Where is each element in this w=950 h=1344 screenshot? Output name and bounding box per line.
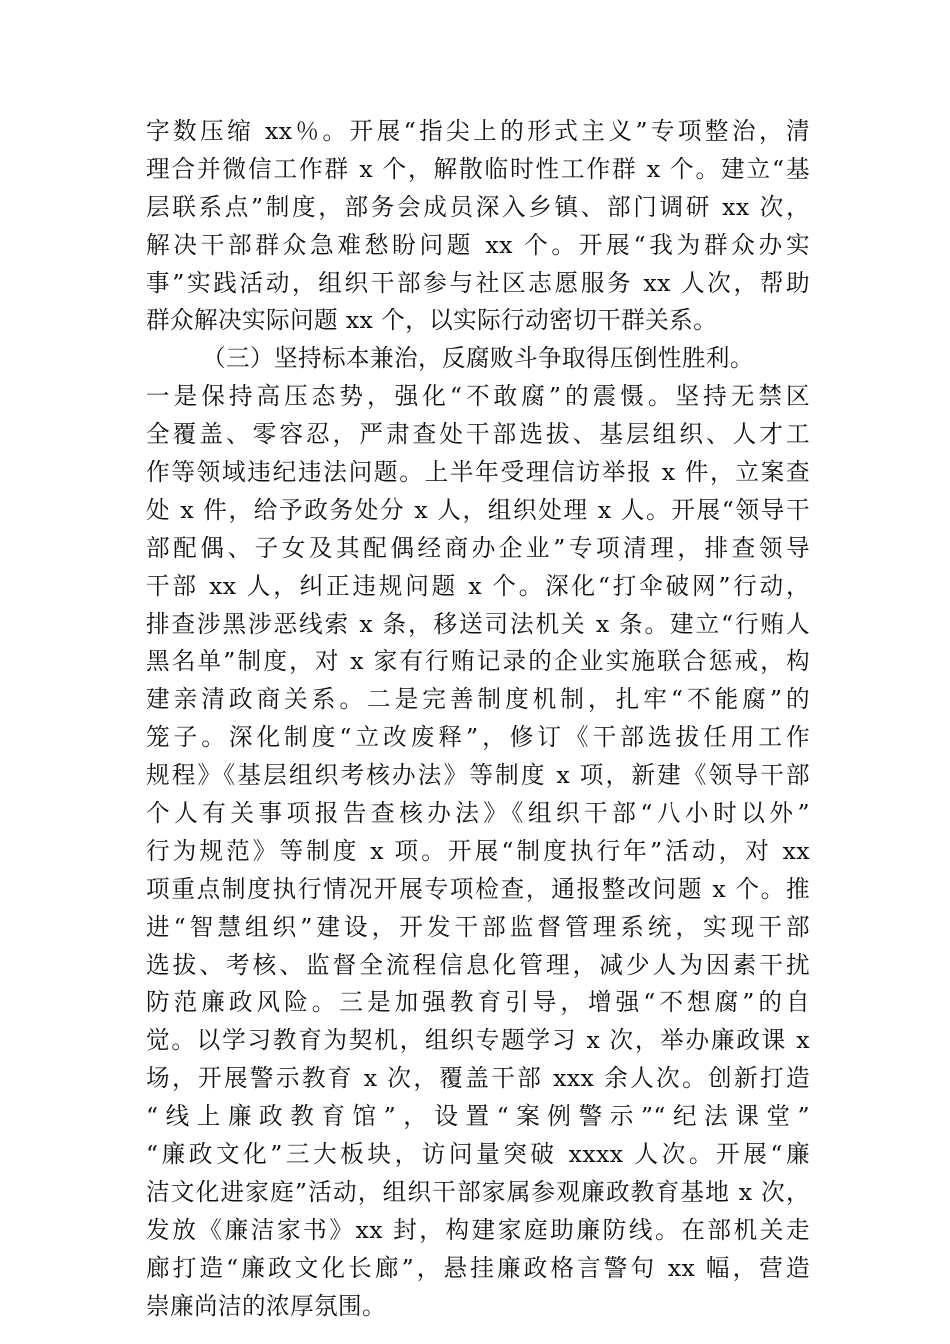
text-line: “廉政文化”三大板块，访问量突破 xxxx 人次。开展“廉 [146,1140,810,1169]
text-line: 场，开展警示教育 x 次，覆盖干部 xxx 余人次。创新打造 [146,1064,810,1093]
text-line: 廊打造“廉政文化长廊”，悬挂廉政格言警句 xx 幅，营造 [146,1253,810,1282]
text-line: 觉。以学习教育为契机，组织专题学习 x 次，举办廉政课 x [146,1026,810,1055]
text-line: 个人有关事项报告查核办法》《组织干部“八小时以外” [146,799,810,828]
text-line: 崇廉尚洁的浓厚氛围。 [146,1291,386,1320]
section-heading: （三）坚持标本兼治，反腐败斗争取得压倒性胜利。 [202,344,754,373]
text-line: 规程》《基层组织考核办法》等制度 x 项，新建《领导干部 [146,761,810,790]
text-line: 行为规范》等制度 x 项。开展“制度执行年”活动，对 xx [146,836,810,865]
text-line: 洁文化进家庭”活动，组织干部家属参观廉政教育基地 x 次， [146,1177,810,1206]
text-line: 解决干部群众急难愁盼问题 xx 个。开展“我为群众办实 [146,230,810,259]
text-line: 干部 xx 人，纠正违规问题 x 个。深化“打伞破网”行动， [146,571,810,600]
text-line: “线上廉政教育馆”，设置“案例警示”“纪法课堂” [146,1102,810,1131]
text-line: 层联系点”制度，部务会成员深入乡镇、部门调研 xx 次， [146,192,810,221]
text-line: 发放《廉洁家书》xx 封，构建家庭助廉防线。在部机关走 [146,1215,810,1244]
text-line: 作等领域违纪违法问题。上半年受理信访举报 x 件，立案查 [146,458,810,487]
text-line: 建亲清政商关系。二是完善制度机制，扎牢“不能腐”的 [146,685,810,714]
text-line: 字数压缩 xx％。开展“指尖上的形式主义”专项整治，清 [146,117,810,145]
text-line: 一是保持高压态势，强化“不敢腐”的震慑。坚持无禁区 [146,382,810,411]
text-line: 笼子。深化制度“立改废释”，修订《干部选拔任用工作 [146,723,810,752]
text-line: 群众解决实际问题 xx 个，以实际行动密切干群关系。 [146,306,718,335]
text-line: 排查涉黑涉恶线索 x 条，移送司法机关 x 条。建立“行贿人 [146,609,810,638]
text-line: 部配偶、子女及其配偶经商办企业”专项清理，排查领导 [146,533,810,562]
text-line: 事”实践活动，组织干部参与社区志愿服务 xx 人次，帮助 [146,268,810,297]
body-text [146,113,810,1326]
text-line: 全覆盖、零容忍，严肃查处干部选拔、基层组织、人才工 [146,420,810,449]
text-line: 防范廉政风险。三是加强教育引导，增强“不想腐”的自 [146,988,810,1017]
text-line: 黑名单”制度，对 x 家有行贿记录的企业实施联合惩戒，构 [146,647,810,676]
text-line: 项重点制度执行情况开展专项检查，通报整改问题 x 个。推 [146,874,810,903]
text-line: 理合并微信工作群 x 个，解散临时性工作群 x 个。建立“基 [146,154,810,183]
text-line: 进“智慧组织”建设，开发干部监督管理系统，实现干部 [146,912,810,941]
text-line: 处 x 件，给予政务处分 x 人，组织处理 x 人。开展“领导干 [146,495,810,524]
text-line: 选拔、考核、监督全流程信息化管理，减少人为因素干扰 [146,950,810,979]
